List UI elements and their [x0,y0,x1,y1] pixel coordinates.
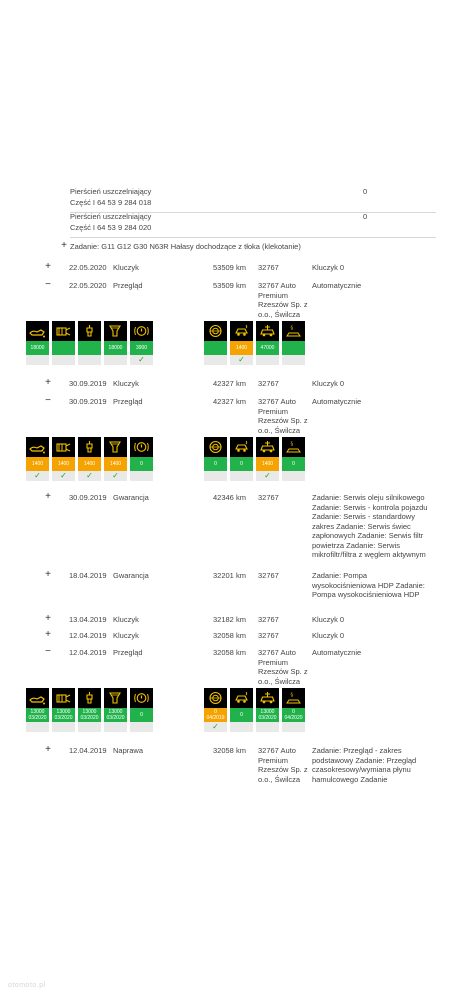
row-type: Kluczyk [113,631,139,640]
service-tile [52,688,75,732]
row-date: 22.05.2020 [69,281,107,290]
brake-front-icon [130,437,153,457]
check-icon [78,722,101,732]
service-tile [130,321,153,365]
tile-value-text: 47000 [260,345,275,351]
part-quantity: 0 [363,187,368,196]
service-tile [78,321,101,365]
tile-value-text: 1400 [109,461,122,467]
check-icon [26,355,49,365]
row-date: 12.04.2019 [69,631,107,640]
tile-value [204,457,227,471]
expand-row-button[interactable]: + [45,744,51,755]
tile-value-text: 0 [292,461,295,467]
spark-plug-icon [78,437,101,457]
service-tile [78,437,101,481]
tile-value [256,708,279,722]
check-icon [204,471,227,481]
svg-text:§: § [290,325,293,332]
check-icon [256,722,279,732]
tile-value [282,457,305,471]
row-type: Gwarancja [113,571,149,580]
brake-rear-icon [204,321,227,341]
row-type: Naprawa [113,746,144,755]
check-icon [230,722,253,732]
tile-value [78,341,101,355]
check-icon [78,355,101,365]
row-date: 18.04.2019 [69,571,107,580]
check-icon [204,355,227,365]
tile-value-text: 18000 [30,345,45,351]
tile-value [26,341,49,355]
tile-value-text: 0 [214,461,217,467]
expand-task-button[interactable]: + [61,240,67,251]
tile-value [104,457,127,471]
svg-text:§: § [290,692,293,699]
row-date: 13.04.2019 [69,615,107,624]
check-icon [26,722,49,732]
fuel-filter-icon [104,688,127,708]
service-tile [130,688,153,732]
row-dealer: 32767 Auto Premium Rzeszów Sp. z o.o., Świlcza [258,281,308,319]
check-icon [104,355,127,365]
tile-value [26,708,49,722]
expand-row-button[interactable]: + [45,377,51,388]
tile-value [204,341,227,355]
row-date: 30.09.2019 [69,493,107,502]
fuel-filter-icon [104,321,127,341]
check-icon [52,355,75,365]
check-icon [256,355,279,365]
row-date: 22.05.2020 [69,263,107,272]
service-tile [230,437,253,481]
service-tile [104,437,127,481]
row-date: 30.09.2019 [69,379,107,388]
tile-value [282,708,305,722]
expand-row-button[interactable]: + [45,569,51,580]
tile-value-text: 0 [240,712,243,718]
service-tile [52,437,75,481]
tile-value-text: 18000 [108,345,123,351]
row-details: Kluczyk 0 [312,379,345,388]
collapse-row-button[interactable]: − [45,395,51,406]
expand-row-button[interactable]: + [45,261,51,272]
tile-date-text: 03/2020 [106,715,125,721]
check-icon: ✓ [112,471,119,480]
tile-value-text: 13000 [30,709,45,715]
row-dealer: 32767 Auto Premium Rzeszów Sp. z o.o., Świlcza [258,397,308,435]
brake-rear-icon [204,437,227,457]
vehicle-check-icon [256,688,279,708]
air-filter-icon [52,437,75,457]
service-tile [26,437,49,481]
brake-front-icon [130,688,153,708]
collapse-row-button[interactable]: − [45,279,51,290]
tile-value [204,708,227,722]
row-dealer: 32767 [258,615,279,624]
tile-value [230,708,253,722]
expand-row-button[interactable]: + [45,491,51,502]
service-tile [130,437,153,481]
check-icon: ✓ [238,355,245,364]
check-icon [282,355,305,365]
check-icon: ✓ [34,471,41,480]
tile-date-text: 04/2019 [206,715,225,721]
tile-date-text: 03/2020 [54,715,73,721]
part-code: Część I 64 53 9 284 020 [70,223,152,232]
service-tile [282,437,305,481]
brake-front-icon [130,321,153,341]
row-mileage: 32182 km [213,615,246,624]
service-tile [282,321,305,365]
expand-row-button[interactable]: + [45,629,51,640]
tile-value [52,708,75,722]
row-dealer: 32767 Auto Premium Rzeszów Sp. z o.o., Świlcza [258,746,308,784]
check-icon: ✓ [86,471,93,480]
tile-value [78,457,101,471]
part-row [70,187,436,213]
row-details: Zadanie: Serwis oleju silnikowego Zadanie: Serwis - kontrola pojazdu Zadanie: Serwis - standardowy zakres Zadanie: Serwis świec zapłonowych Zadanie: Serwis filtr powietrza Zadanie: Serwis mikrofiltr/filtra z węglem aktywnym [312,493,428,559]
row-type: Przegląd [113,397,143,406]
oil-icon [26,437,49,457]
row-date: 12.04.2019 [69,648,107,657]
service-tile [204,688,227,732]
tile-value-text: 0 [140,712,143,718]
row-mileage: 32058 km [213,648,246,657]
service-tile [26,688,49,732]
tile-value [130,341,153,355]
tile-value-text: 1400 [57,461,70,467]
check-icon [282,471,305,481]
tile-value-text: 13000 [56,709,71,715]
brake-fluid-icon [230,688,253,708]
row-mileage: 42327 km [213,397,246,406]
service-tile [230,688,253,732]
tile-value [104,708,127,722]
service-tile [26,321,49,365]
tile-value-text: 0 [240,461,243,467]
row-mileage: 53509 km [213,281,246,290]
tile-date-text: 03/2020 [28,715,47,721]
tile-value [104,341,127,355]
row-details: Zadanie: Pompa wysokociśnieniowa HDP Zadanie: Pompa wysokociśnieniowa HDP [312,571,425,599]
part-quantity: 0 [363,212,368,221]
tile-value [282,341,305,355]
check-icon: ✓ [60,471,67,480]
row-dealer: 32767 [258,571,279,580]
row-dealer: 32767 [258,263,279,272]
row-type: Przegląd [113,648,143,657]
row-details: Kluczyk 0 [312,631,345,640]
tile-value-text: 13000 [82,709,97,715]
service-tile [104,321,127,365]
tile-value [256,457,279,471]
row-dealer: 32767 [258,379,279,388]
tile-value-text: 13000 [260,709,275,715]
inspection-icon [282,321,305,341]
tile-value [52,457,75,471]
service-tile [52,321,75,365]
row-details: Kluczyk 0 [312,615,345,624]
service-tile [256,321,279,365]
air-filter-icon [52,688,75,708]
tile-value-text: 13000 [108,709,123,715]
check-icon: ✓ [212,722,219,731]
row-details: Automatycznie [312,281,362,290]
check-icon [130,722,153,732]
tile-value-text: 0 [214,709,217,715]
row-mileage: 53509 km [213,263,246,272]
row-mileage: 42346 km [213,493,246,502]
check-icon: ✓ [264,471,271,480]
row-mileage: 32201 km [213,571,246,580]
row-type: Gwarancja [113,493,149,502]
tile-value [130,457,153,471]
check-icon [52,722,75,732]
expand-row-button[interactable]: + [45,613,51,624]
service-tile [230,321,253,365]
check-icon [230,471,253,481]
tile-value-text: 1400 [31,461,44,467]
row-dealer: 32767 [258,493,279,502]
tile-value [78,708,101,722]
tile-value-text: 1400 [83,461,96,467]
part-name: Pierścień uszczelniający [70,212,152,221]
service-tile [282,688,305,732]
tile-value [52,341,75,355]
service-tile [256,688,279,732]
spark-plug-icon [78,688,101,708]
row-details: Automatycznie [312,397,362,406]
brake-fluid-icon [230,321,253,341]
tile-value-text: 0 [292,709,295,715]
row-details: Kluczyk 0 [312,263,345,272]
service-tile [104,688,127,732]
row-type: Kluczyk [113,379,139,388]
tile-value-text: 0 [140,461,143,467]
tile-date-text: 04/2020 [284,715,303,721]
part-name: Pierścień uszczelniający [70,187,152,196]
row-dealer: 32767 [258,631,279,640]
check-icon [130,471,153,481]
spark-plug-icon [78,321,101,341]
row-type: Przegląd [113,281,143,290]
row-mileage: 32058 km [213,631,246,640]
tile-value [26,457,49,471]
collapse-row-button[interactable]: − [45,646,51,657]
part-row [70,212,436,238]
inspection-icon [282,437,305,457]
svg-text:§: § [290,441,293,448]
tile-value-text: 1400 [261,461,274,467]
service-tile [204,437,227,481]
check-icon [282,722,305,732]
task-line: Zadanie: G11 G12 G30 N63R Hałasy dochodzące z tłoka (klekotanie) [70,242,301,251]
row-details: Zadanie: Przegląd - zakres podstawowy Zadanie: Przegląd czasokresowy/wymiana płynu hamulcowego Zadanie [312,746,417,784]
check-icon [104,722,127,732]
row-details: Automatycznie [312,648,362,657]
brake-rear-icon [204,688,227,708]
tile-value-text: 1400 [235,345,248,351]
service-tile [78,688,101,732]
oil-icon [26,321,49,341]
fuel-filter-icon [104,437,127,457]
tile-value-text: 3900 [135,345,148,351]
tile-value [130,708,153,722]
part-code: Część I 64 53 9 284 018 [70,198,152,207]
vehicle-check-icon [256,437,279,457]
row-date: 12.04.2019 [69,746,107,755]
tile-value [256,341,279,355]
service-tile [256,437,279,481]
oil-icon [26,688,49,708]
row-dealer: 32767 Auto Premium Rzeszów Sp. z o.o., Świlcza [258,648,308,686]
row-mileage: 32058 km [213,746,246,755]
watermark: otomoto.pl [8,982,46,989]
tile-value [230,457,253,471]
tile-value [230,341,253,355]
service-tile [204,321,227,365]
inspection-icon [282,688,305,708]
vehicle-check-icon [256,321,279,341]
check-icon: ✓ [138,355,145,364]
brake-fluid-icon [230,437,253,457]
row-type: Kluczyk [113,263,139,272]
row-mileage: 42327 km [213,379,246,388]
tile-date-text: 03/2020 [80,715,99,721]
row-type: Kluczyk [113,615,139,624]
row-date: 30.09.2019 [69,397,107,406]
air-filter-icon [52,321,75,341]
tile-date-text: 03/2020 [258,715,277,721]
